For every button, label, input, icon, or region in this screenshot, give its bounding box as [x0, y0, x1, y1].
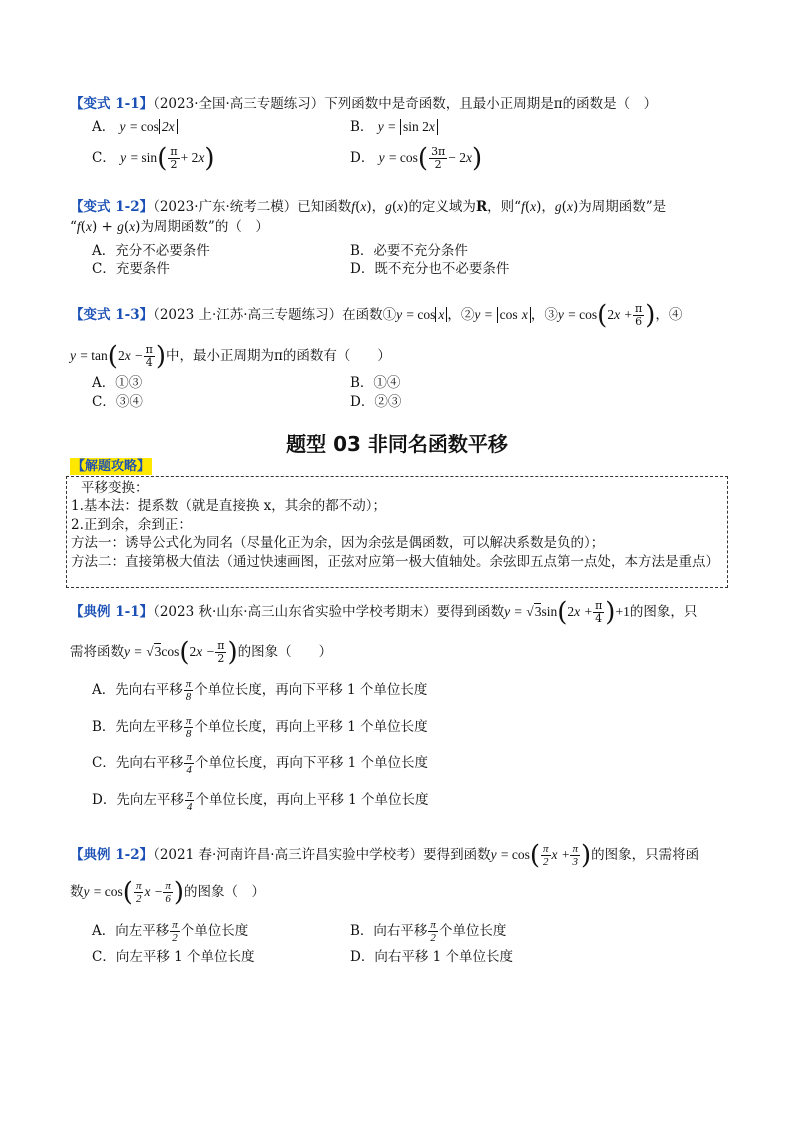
options-row-cd: [92, 392, 692, 412]
example-1-2: 【典例 1-2】（2021 春·河南许昌·高三许昌实验中学校考）要得到函数y = cos( $\frac{\pi}{2}$ x + $\frac{\pi}{3}$ )的图象，只需将函: [70, 840, 700, 871]
option-c: C．充要条件: [92, 261, 170, 277]
option-b: B．①④: [350, 375, 401, 391]
question-tag: 【变式 1-2】: [70, 199, 154, 215]
question-source: （2023 上·江苏·高三专题练习）: [153, 307, 343, 323]
options-row-cd: [92, 947, 692, 967]
option-d: D．先向左平移 $\frac{\pi}{4}$ 个单位长度，再向上平移 1 个单位长度: [92, 788, 429, 813]
options-row-cd: [92, 143, 692, 174]
option-c: C． y = sin( $\frac{\pi}{2}$ + 2x): [92, 143, 215, 174]
option-a: A．先向右平移 $\frac{\pi}{8}$ 个单位长度，再向下平移 1 个单位长度: [92, 678, 428, 703]
option-d: D．向右平移 1 个单位长度: [350, 949, 513, 965]
strategy-label: 【解题攻略】: [72, 459, 151, 474]
strategy-line: 1.基本法：提系数（就是直接换 x，其余的都不动）；: [71, 498, 387, 515]
options-row-ab: [92, 117, 692, 137]
example-tag: 【典例 1-1】: [70, 604, 154, 620]
option-b: B．先向左平移 $\frac{\pi}{8}$ 个单位长度，再向上平移 1 个单位长度: [92, 715, 428, 740]
options-row-ab: [92, 373, 692, 393]
option-b: B．必要不充分条件: [350, 243, 468, 259]
question-1-2: 【变式 1-2】（2023·广东·统考二模）已知函数f(x)，g(x)的定义域为R，则“f(x)，g(x)为周期函数”是 “f(x) + g(x)为周期函数”的（ ）: [70, 199, 667, 235]
example-1-1-line2: 需将函数y = √3cos(2x − $\frac{\pi}{2}$ )的图象（ ）: [70, 637, 333, 668]
strategy-box: [66, 476, 728, 588]
strategy-line: 平移变换：: [81, 480, 149, 496]
example-source: （2021 春·河南许昌·高三许昌实验中学校考）: [153, 847, 424, 863]
question-source: （2023·广东·统考二模）: [153, 199, 298, 215]
option-d: D． y = cos( $\frac{3\pi}{2}$ − 2x): [350, 143, 483, 174]
strategy-line: 方法二：直接第极大值法（通过快速画图，正弦对应第一极大值轴处。余弦即五点第一点处，本方法是重点）: [71, 553, 719, 570]
option-c: C．③④: [92, 394, 143, 410]
option-b: B． y = sin 2x: [350, 117, 438, 137]
option-a: A．充分不必要条件: [92, 243, 210, 259]
question-1-3: 【变式 1-3】（2023 上·江苏·高三专题练习）在函数①y = cos x ，②y = cos x ，③y = cos(2x + $\frac{\pi}{6}$ )，④: [70, 300, 683, 331]
question-source: （2023·全国·高三专题练习）: [153, 96, 325, 112]
example-1-2-line2: 数y = cos( $\frac{\pi}{2}$ x − $\frac{\pi}{6}$ )的图象（ ）: [70, 877, 266, 908]
example-tag: 【典例 1-2】: [70, 847, 154, 863]
question-1-1: [70, 94, 730, 114]
option-a: A．向左平移 $\frac{\pi}{2}$ 个单位长度: [92, 919, 249, 944]
question-tag: 【变式 1-3】: [70, 307, 154, 323]
question-tag: 【变式 1-1】: [70, 96, 154, 112]
example-source: （2023 秋·山东·高三山东省实验中学校考期末）: [153, 604, 437, 620]
option-c: C．向左平移 1 个单位长度: [92, 949, 255, 965]
option-c: C．先向右平移 $\frac{\pi}{4}$ 个单位长度，再向下平移 1 个单位长度: [92, 751, 429, 776]
question-text: 下列函数中是奇函数，且最小正周期是π的函数是（ ）: [324, 96, 658, 112]
strategy-line: 方法一：诱导公式化为同名（尽量化正为余，因为余弦是偶函数，可以解决系数是负的）；: [71, 535, 605, 552]
option-b: B．向右平移 $\frac{\pi}{2}$ 个单位长度: [350, 919, 507, 944]
options-row-ab: [92, 241, 692, 261]
section-title: 题型 03 非同名函数平移: [286, 432, 508, 456]
question-1-3-line2: y = tan(2x − $\frac{\pi}{4}$ )中，最小正周期为π的函数有（ ）: [70, 341, 391, 372]
example-1-1: 【典例 1-1】（2023 秋·山东·高三山东省实验中学校考期末）要得到函数y = √3sin(2x + $\frac{\pi}{4}$ )+1的图象，只: [70, 597, 698, 628]
options-row-cd: [92, 259, 692, 279]
option-d: D．②③: [350, 394, 402, 410]
strategy-line: 2.正到余，余到正：: [71, 516, 192, 533]
option-d: D．既不充分也不必要条件: [350, 261, 510, 277]
option-a: A．①③: [92, 375, 143, 391]
options-row-ab: [92, 919, 692, 944]
option-a: A． y = cos 2x: [92, 117, 350, 137]
